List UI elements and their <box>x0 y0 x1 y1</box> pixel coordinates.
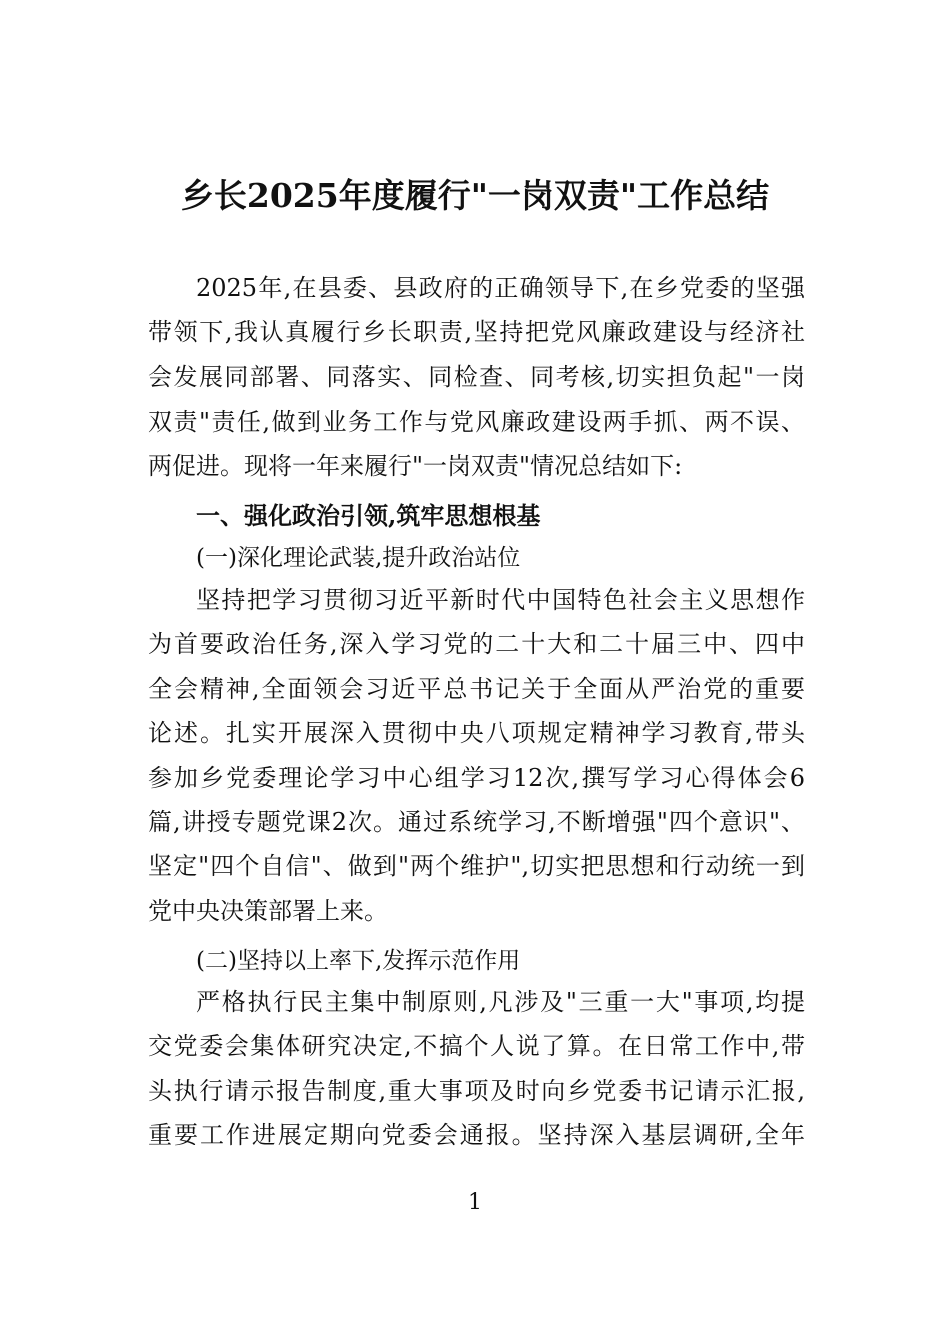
subsection-heading: (一)深化理论武装,提升政治站位 <box>196 545 521 571</box>
section-heading: 一、强化政治引领,筑牢思想根基 <box>196 501 541 530</box>
paragraph-line: 会发展同部署、同落实、同检查、同考核,切实担负起"一岗 <box>148 363 805 391</box>
paragraph-line: 严格执行民主集中制原则,凡涉及"三重一大"事项,均提 <box>196 988 805 1016</box>
paragraph-line: 全会精神,全面领会习近平总书记关于全面从严治党的重要 <box>148 675 805 703</box>
document-title: 乡长2025年度履行"一岗双责"工作总结 <box>180 176 770 215</box>
paragraph-line: 坚定"四个自信"、做到"两个维护",切实把思想和行动统一到 <box>148 852 805 880</box>
paragraph-line: 两促进。现将一年来履行"一岗双责"情况总结如下: <box>148 452 683 480</box>
paragraph-line: 交党委会集体研究决定,不搞个人说了算。在日常工作中,带 <box>148 1032 805 1060</box>
paragraph-line: 论述。扎实开展深入贯彻中央八项规定精神学习教育,带头 <box>148 719 805 747</box>
paragraph-line: 重要工作进展定期向党委会通报。坚持深入基层调研,全年 <box>148 1121 805 1149</box>
page-number: 1 <box>468 1190 482 1215</box>
subsection-heading: (二)坚持以上率下,发挥示范作用 <box>196 948 521 974</box>
paragraph-line: 2025年,在县委、县政府的正确领导下,在乡党委的坚强 <box>196 274 805 302</box>
paragraph-line: 篇,讲授专题党课2次。通过系统学习,不断增强"四个意识"、 <box>148 808 805 836</box>
paragraph-line: 参加乡党委理论学习中心组学习12次,撰写学习心得体会6 <box>148 764 805 792</box>
paragraph-line: 带领下,我认真履行乡长职责,坚持把党风廉政建设与经济社 <box>148 318 805 346</box>
paragraph-line: 为首要政治任务,深入学习党的二十大和二十届三中、四中 <box>148 630 805 658</box>
paragraph-line: 党中央决策部署上来。 <box>148 897 388 925</box>
paragraph-line: 坚持把学习贯彻习近平新时代中国特色社会主义思想作 <box>196 586 805 614</box>
paragraph-line: 双责"责任,做到业务工作与党风廉政建设两手抓、两不误、 <box>148 408 805 436</box>
paragraph-line: 头执行请示报告制度,重大事项及时向乡党委书记请示汇报, <box>148 1077 805 1105</box>
